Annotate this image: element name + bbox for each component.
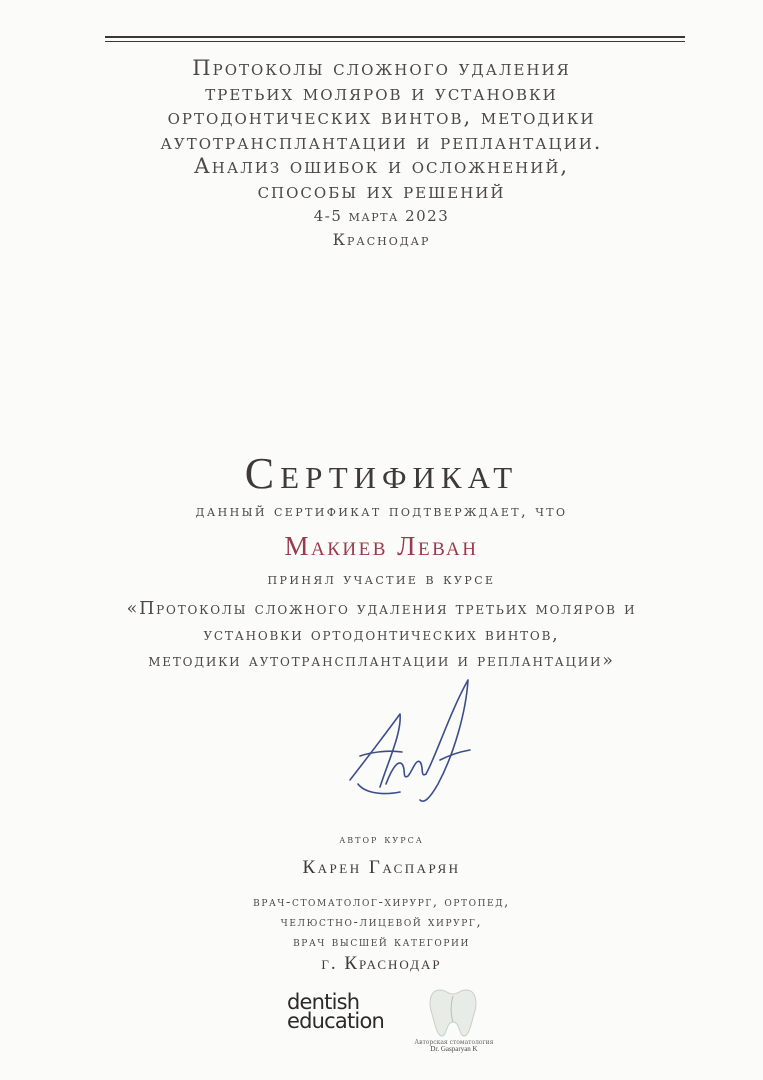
signature-stroke — [386, 761, 426, 784]
header-line: Протоколы сложного удаления — [192, 56, 571, 80]
course-line: методики аутотрансплантации и реплантации» — [148, 651, 615, 671]
header-line: способы их решений — [257, 178, 506, 203]
header-line: ортодонтических винтов, методики — [167, 105, 596, 129]
signature-stroke — [440, 750, 470, 760]
author-city: г. Краснодар — [321, 953, 442, 974]
signature-stroke — [358, 784, 400, 794]
dentish-education-logo — [287, 990, 407, 1033]
certificate-title: Сертификат — [244, 449, 519, 498]
recipient-name: Макиев Леван — [284, 531, 479, 561]
logo-text-line2: education — [287, 1009, 385, 1033]
credential-line: врач высшей категории — [293, 935, 470, 950]
header-line: третьих моляров и установки — [205, 80, 558, 105]
top-rule-thin — [105, 41, 685, 42]
author-signature — [340, 672, 490, 817]
event-city: Краснодар — [332, 230, 431, 249]
course-line: установки ортодонтических винтов, — [203, 625, 560, 645]
logo-name: Dr. Gasparyan K — [430, 1045, 478, 1053]
signature-stroke — [420, 680, 468, 801]
participated-text: принял участие в курсе — [267, 570, 496, 588]
logo-text-line1: dentish — [287, 990, 360, 1014]
signature-stroke — [360, 751, 402, 756]
header-line: аутотрансплантации и реплантации. — [160, 129, 603, 154]
course-line: «Протоколы сложного удаления третьих моляров и — [126, 599, 637, 619]
credential-line: челюстно-лицевой хирург, — [280, 915, 483, 930]
event-date: 4-5 марта 2023 — [313, 207, 450, 225]
author-credentials — [0, 893, 763, 953]
author-name: Карен Гаспарян — [302, 857, 461, 878]
header-line: Анализ ошибок и осложнений, — [193, 154, 570, 178]
logo-caption: Авторская стоматология — [414, 1039, 494, 1046]
author-label: автор курса — [339, 832, 424, 846]
credential-line: врач-стоматолог-хирург, ортопед, — [253, 895, 510, 910]
course-name — [0, 596, 763, 674]
top-rule — [105, 36, 685, 38]
confirms-text: данный сертификат подтверждает, что — [195, 502, 568, 520]
course-header — [0, 56, 763, 253]
